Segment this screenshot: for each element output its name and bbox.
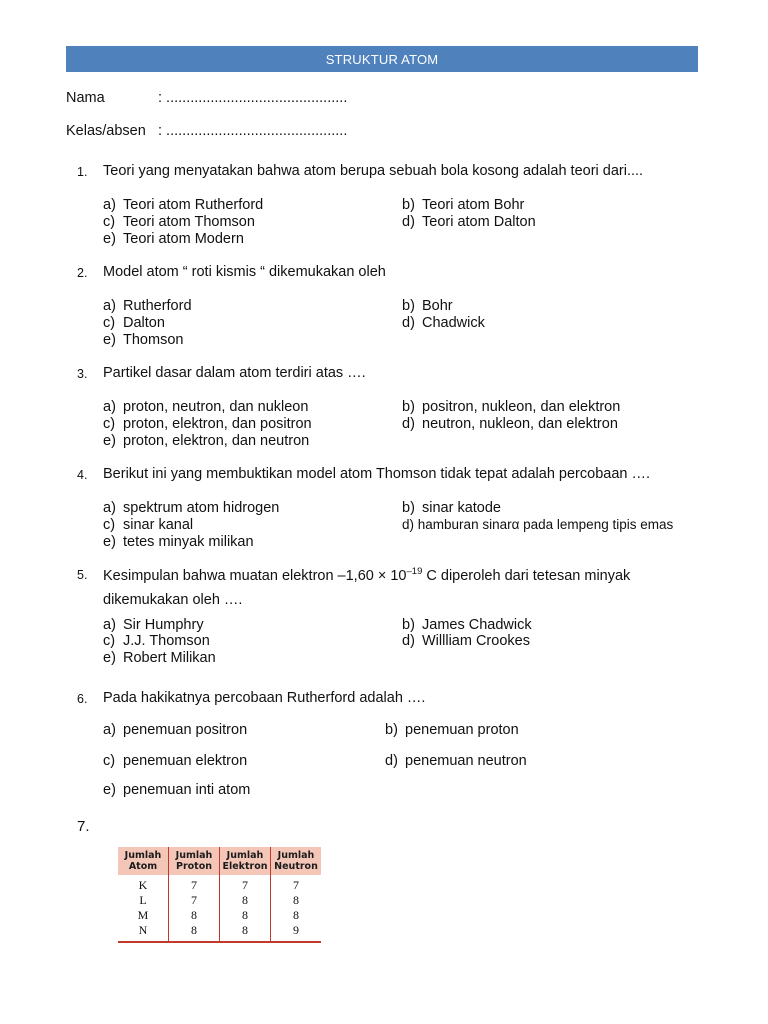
question-text-line2: dikemukakan oleh …. — [103, 592, 243, 608]
option-letter: e) — [103, 231, 116, 247]
question-number: 2. — [77, 266, 88, 280]
table-cell: N — [118, 923, 169, 942]
table-cell: M — [137, 908, 149, 922]
option-d — [402, 214, 536, 230]
option-d — [385, 753, 527, 769]
question-text: Teori yang menyatakan bahwa atom berupa sebuah bola kosong adalah teori dari.... — [103, 163, 644, 179]
option-letter: d) — [385, 753, 398, 769]
option-text: penemuan positron — [123, 722, 248, 738]
option-text: J.J. Thomson — [123, 633, 210, 649]
option-letter: b) — [402, 617, 415, 633]
header-elektron: Jumlah Elektron — [220, 847, 271, 875]
option-letter: e) — [103, 534, 116, 550]
option-letter: c) — [103, 416, 116, 432]
option-letter: d) — [402, 214, 415, 230]
option-c — [103, 214, 255, 230]
option-a — [103, 197, 263, 213]
option-letter: e) — [103, 332, 116, 348]
question-text: Berikut ini yang membuktikan model atom Thomson tidak tepat adalah percobaan …. — [103, 466, 651, 482]
option-letter: c) — [103, 517, 116, 533]
option-a — [103, 722, 247, 738]
option-text: Willliam Crookes — [422, 633, 530, 649]
page-title-text: STRUKTUR ATOM — [325, 51, 439, 67]
option-text: Rutherford — [123, 298, 192, 314]
table-row — [118, 893, 321, 908]
option-c — [103, 753, 247, 769]
atom-table-figure — [118, 847, 321, 943]
class-label: Kelas/absen — [66, 123, 146, 139]
option-d — [402, 315, 485, 331]
option-text: positron, nukleon, dan elektron — [422, 399, 621, 415]
option-text: Sir Humphry — [123, 617, 204, 633]
option-letter: c) — [103, 633, 116, 649]
option-text: Bohr — [422, 298, 453, 314]
option-text: James Chadwick — [422, 617, 532, 633]
option-b — [402, 399, 620, 415]
option-text: proton, elektron, dan neutron — [123, 433, 310, 449]
option-b — [402, 197, 524, 213]
option-letter: a) — [103, 298, 116, 314]
question-text: Partikel dasar dalam atom terdiri atas …. — [103, 365, 366, 381]
option-letter: c) — [103, 753, 116, 769]
option-text: penemuan inti atom — [123, 782, 251, 798]
option-text: penemuan elektron — [123, 753, 248, 769]
table-cell: 8 — [169, 923, 220, 942]
table-row — [118, 923, 321, 942]
table-cell: 8 — [169, 908, 220, 923]
header-atom: Jumlah Atom — [118, 847, 169, 875]
option-letter: b) — [402, 197, 415, 213]
table-row — [118, 908, 321, 923]
question-number: 3. — [77, 367, 88, 381]
exponent: –19 — [406, 566, 423, 577]
question-text: Model atom “ roti kismis “ dikemukakan oleh — [103, 264, 386, 280]
option-letter: c) — [103, 315, 116, 331]
option-letter: b) — [402, 399, 415, 415]
option-d — [402, 517, 673, 532]
option-text: penemuan proton — [405, 722, 519, 738]
option-d — [402, 416, 618, 432]
table-cell: 9 — [271, 923, 322, 942]
option-text: Chadwick — [422, 315, 485, 331]
option-text: penemuan neutron — [405, 753, 527, 769]
option-text: Dalton — [123, 315, 165, 331]
option-text: Robert Milikan — [123, 650, 216, 666]
option-a — [103, 298, 192, 314]
option-letter: c) — [103, 214, 116, 230]
option-letter: e) — [103, 782, 116, 798]
option-letter: d) — [402, 315, 415, 331]
option-b — [402, 298, 453, 314]
option-a — [103, 500, 279, 516]
header-neutron: Jumlah Neutron — [271, 847, 322, 875]
option-letter: d) — [402, 633, 415, 649]
option-letter: d) — [402, 416, 415, 432]
question-number: 5. — [77, 568, 88, 582]
option-text: proton, neutron, dan nukleon — [123, 399, 309, 415]
name-field — [66, 90, 347, 106]
option-e — [103, 332, 183, 348]
option-letter: e) — [103, 650, 116, 666]
table-cell: 8 — [220, 893, 271, 908]
table-cell: 8 — [220, 908, 271, 923]
table-cell: 8 — [220, 923, 271, 942]
option-a — [103, 399, 308, 415]
option-letter: e) — [103, 433, 116, 449]
option-text: hamburan sinarα pada lempeng tipis emas — [417, 517, 674, 532]
question-7-number: 7. — [77, 818, 90, 835]
option-text: Teori atom Bohr — [422, 197, 525, 213]
option-c — [103, 315, 165, 331]
table-cell: K — [138, 878, 148, 892]
option-c — [103, 416, 312, 432]
table-cell: 7 — [271, 875, 322, 893]
option-text: sinar kanal — [123, 517, 194, 533]
table-cell: L — [139, 893, 147, 907]
question-text: Pada hakikatnya percobaan Rutherford adalah …. — [103, 690, 426, 706]
option-a — [103, 617, 204, 633]
table-row — [118, 875, 321, 893]
table-cell: 7 — [220, 875, 271, 893]
class-field — [66, 123, 347, 139]
option-e — [103, 231, 244, 247]
option-c — [103, 517, 193, 533]
class-blank: : ............................................. — [158, 123, 348, 139]
question-number: 1. — [77, 165, 88, 179]
option-letter: a) — [103, 399, 116, 415]
option-text: Teori atom Rutherford — [123, 197, 264, 213]
option-letter: a) — [103, 617, 116, 633]
header-proton: Jumlah Proton — [169, 847, 220, 875]
option-text: Teori atom Thomson — [123, 214, 255, 230]
option-d — [402, 633, 530, 649]
option-text: proton, elektron, dan positron — [123, 416, 312, 432]
table-cell: 8 — [271, 908, 322, 923]
option-e — [103, 782, 250, 798]
option-text: Teori atom Dalton — [422, 214, 536, 230]
question-text-part: Kesimpulan bahwa muatan elektron –1,60 × 10 — [103, 567, 407, 584]
option-e — [103, 650, 216, 666]
option-b — [402, 500, 501, 516]
option-text: neutron, nukleon, dan elektron — [422, 416, 618, 432]
question-number: 4. — [77, 468, 88, 482]
table-cell: 7 — [169, 893, 220, 908]
question-number: 6. — [77, 692, 88, 706]
question-text — [103, 566, 630, 584]
option-letter: a) — [103, 197, 116, 213]
option-e — [103, 433, 309, 449]
page-title — [66, 46, 698, 72]
option-b — [385, 722, 519, 738]
option-b — [402, 617, 532, 633]
question-text-part: C diperoleh dari tetesan minyak — [422, 567, 631, 584]
option-e — [103, 534, 254, 550]
option-letter: a) — [103, 500, 116, 516]
table-cell: 8 — [271, 893, 322, 908]
option-letter: b) — [402, 298, 415, 314]
option-text: Thomson — [123, 332, 184, 348]
option-text: Teori atom Modern — [123, 231, 244, 247]
option-letter: d) — [402, 517, 415, 532]
name-blank: : ............................................. — [158, 90, 348, 106]
option-letter: b) — [402, 500, 415, 516]
option-text: tetes minyak milikan — [123, 534, 254, 550]
option-letter: b) — [385, 722, 398, 738]
option-text: sinar katode — [422, 500, 501, 516]
table-cell: 7 — [169, 875, 220, 893]
option-text: spektrum atom hidrogen — [123, 500, 280, 516]
atom-table — [118, 847, 321, 943]
option-letter: a) — [103, 722, 116, 738]
table-header-row — [118, 847, 321, 875]
name-label: Nama — [66, 90, 105, 106]
option-c — [103, 633, 210, 649]
